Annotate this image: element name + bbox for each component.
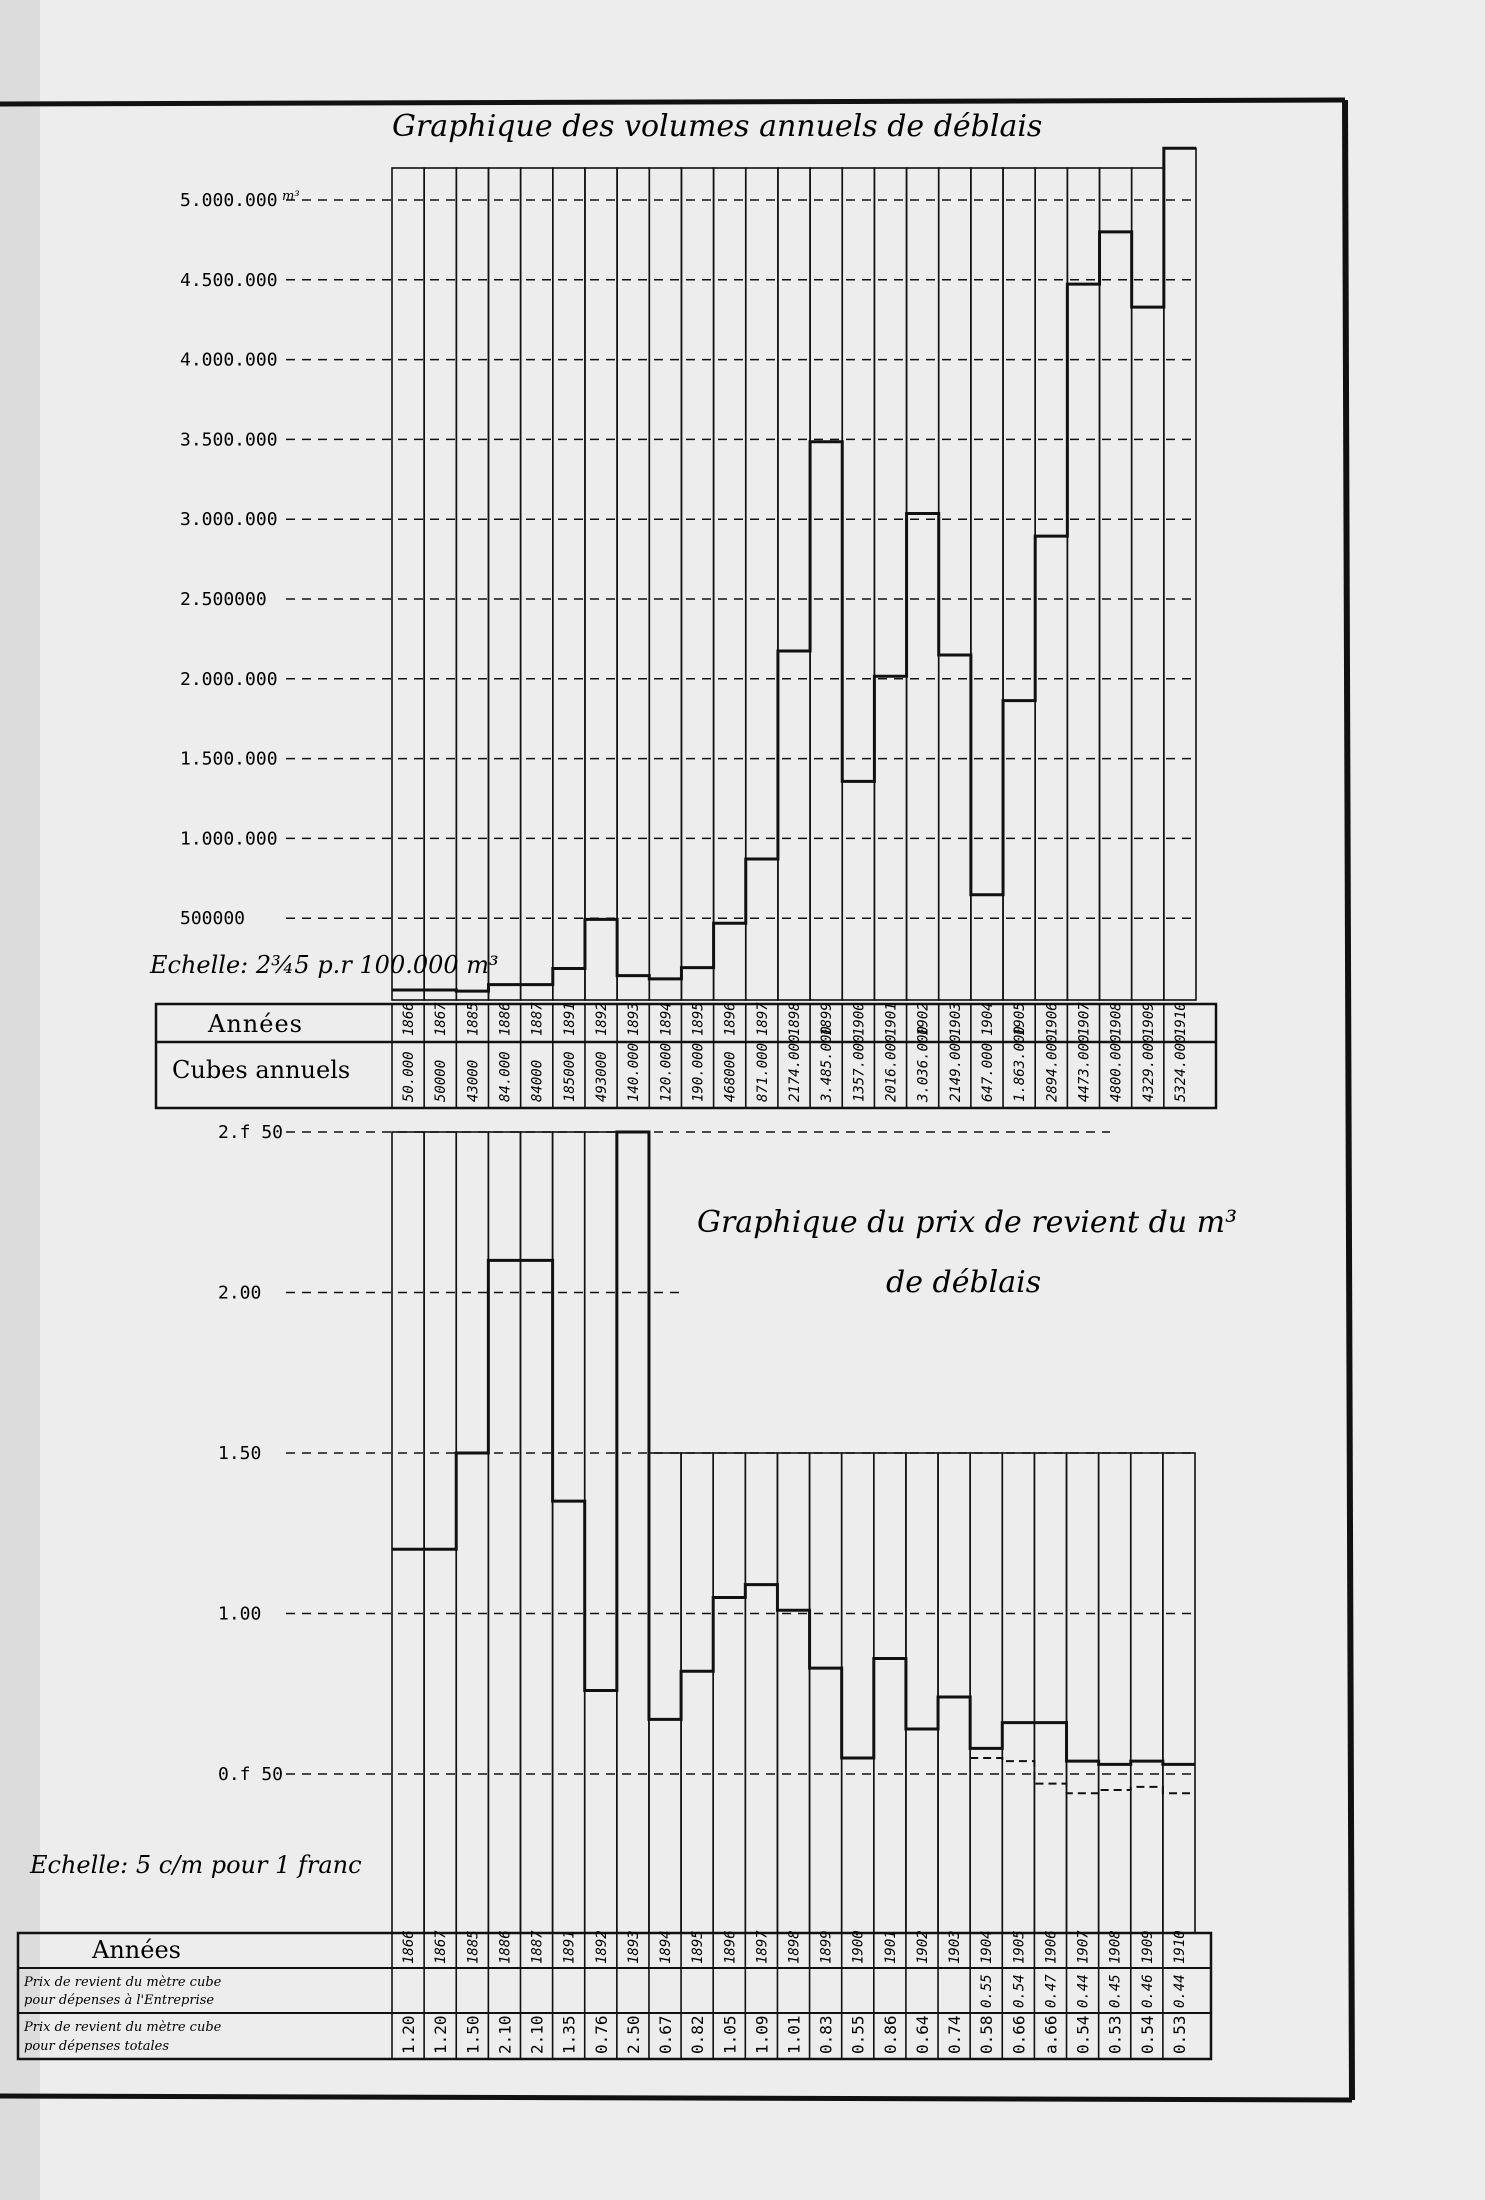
volumes-year-cell: 1893	[626, 1002, 643, 1036]
volumes-value-cell: 647.000	[979, 1042, 996, 1102]
volumes-value-cell: 2149.000	[947, 1034, 964, 1102]
price-year-cell: 1904	[979, 1930, 996, 1964]
price-total-cell: 1.01	[784, 2015, 804, 2054]
price-year-cell: 1910	[1171, 1930, 1188, 1964]
volumes-year-cell: 1887	[529, 1002, 546, 1036]
price-entreprise-cell: 0.44	[1075, 1974, 1092, 2008]
volumes-value-cell: 3.485.000	[819, 1026, 836, 1102]
volumes-value-cell: 3.036.000	[915, 1026, 932, 1102]
volumes-year-cell: 1898	[787, 1002, 803, 1036]
volumes-year-cell: 1901	[883, 1002, 900, 1036]
price-total-cell: 0.54	[1137, 2015, 1157, 2054]
price-year-cell: 1906	[1043, 1930, 1060, 1964]
volumes-value-cell: 120.000	[658, 1042, 675, 1102]
price-total-cell: 0.67	[656, 2015, 676, 2054]
volumes-chart-title: Graphique des volumes annuels de déblais	[392, 109, 1043, 144]
volumes-value-cell: 43000	[465, 1059, 482, 1102]
price-year-cell: 1905	[1011, 1930, 1028, 1964]
price-year-cell: 1909	[1139, 1930, 1156, 1964]
volumes-year-cell: 1903	[947, 1002, 964, 1036]
price-entreprise-header-line1: Prix de revient du mètre cube	[24, 1975, 222, 1990]
price-year-cell: 1895	[690, 1930, 707, 1964]
price-total-cell: 0.58	[977, 2015, 997, 2054]
price-total-cell: 0.66	[1009, 2015, 1029, 2054]
price-year-cell: 1867	[433, 1930, 450, 1964]
volumes-tick-label: 5.000.000	[180, 190, 278, 211]
volumes-year-cell: 1894	[658, 1002, 675, 1036]
volumes-value-cell: 185000	[561, 1051, 578, 1102]
price-entreprise-cell: 0.47	[1043, 1974, 1060, 2008]
price-year-cell: 1903	[947, 1930, 964, 1964]
volumes-value-cell: 2174.000	[787, 1034, 803, 1102]
volumes-value-cell: 5324.000	[1172, 1034, 1189, 1102]
price-total-header-line2: pour dépenses totales	[24, 2039, 169, 2054]
price-total-cell: 0.54	[1073, 2015, 1093, 2054]
price-total-cell: 0.64	[912, 2015, 932, 2054]
volumes-value-cell: 4800.000	[1108, 1034, 1125, 1102]
price-total-cell: 1.20	[399, 2015, 419, 2054]
volumes-years-header: Années	[208, 1010, 303, 1038]
volumes-year-cell: 1905	[1012, 1002, 1029, 1036]
volumes-value-cell: 4329.000	[1140, 1034, 1157, 1102]
price-year-cell: 1897	[754, 1930, 771, 1964]
volumes-tick-label: 4.000.000	[180, 349, 278, 371]
price-total-cell: 1.05	[720, 2015, 740, 2054]
volumes-year-cell: 1907	[1076, 1002, 1093, 1036]
volumes-value-cell: 2016.000	[883, 1034, 900, 1102]
volumes-tick-label: 4.500.000	[180, 269, 278, 291]
price-tick-label: 0.f 50	[218, 1764, 284, 1785]
volumes-year-cell: 1902	[915, 1002, 932, 1036]
volumes-tick-label: 1.000.000	[180, 828, 278, 850]
volumes-value-cell: 50.000	[401, 1051, 418, 1102]
volumes-cubes-header: Cubes annuels	[172, 1056, 351, 1084]
price-entreprise-cell: 0.46	[1139, 1974, 1156, 2008]
price-total-header-line1: Prix de revient du mètre cube	[24, 2020, 222, 2035]
volumes-value-cell: 4473.000	[1076, 1034, 1093, 1102]
price-total-cell: 0.53	[1105, 2015, 1125, 2054]
price-year-cell: 1894	[658, 1930, 675, 1964]
price-year-cell: 1898	[786, 1930, 803, 1964]
volumes-year-cell: 1904	[979, 1002, 996, 1036]
volumes-value-cell: 871.000	[754, 1042, 771, 1102]
price-year-cell: 1893	[625, 1930, 642, 1964]
price-chart-title-line2: de déblais	[886, 1265, 1042, 1300]
volumes-value-cell: 493000	[594, 1051, 611, 1102]
volumes-year-cell: 1900	[851, 1002, 868, 1036]
price-year-cell: 1907	[1075, 1930, 1092, 1964]
volumes-value-cell: 1.863.000	[1012, 1026, 1029, 1102]
volumes-tick-label: 500000	[180, 908, 246, 930]
price-chart-title-line1: Graphique du prix de revient du m³	[697, 1205, 1238, 1240]
price-total-cell: 0.53	[1169, 2015, 1189, 2054]
volumes-value-cell: 140.000	[626, 1042, 643, 1102]
price-total-cell: 0.76	[591, 2015, 611, 2054]
price-year-cell: 1886	[497, 1930, 514, 1964]
price-total-cell: 2.10	[495, 2015, 515, 2054]
volumes-scale-label: Echelle: 2¾5 p.r 100.000 m³	[150, 951, 499, 979]
price-total-cell: 0.83	[816, 2015, 836, 2054]
price-total-cell: 1.20	[431, 2015, 451, 2054]
volumes-tick-label: 3.500.000	[180, 429, 278, 451]
volumes-year-cell: 1896	[722, 1002, 739, 1036]
volumes-unit-label: m³	[282, 189, 300, 204]
price-year-cell: 1901	[882, 1930, 899, 1964]
price-entreprise-header-line2: pour dépenses à l'Entreprise	[24, 1993, 215, 2008]
price-year-cell: 1891	[561, 1930, 578, 1964]
volumes-tick-label: 1.500.000	[180, 748, 278, 770]
price-total-cell: 2.50	[623, 2015, 643, 2054]
price-year-cell: 1902	[914, 1930, 931, 1964]
price-year-cell: 1900	[850, 1930, 867, 1964]
volumes-tick-label: 3.000.000	[180, 509, 278, 531]
price-total-cell: 0.86	[880, 2015, 900, 2054]
volumes-year-cell: 1899	[819, 1002, 836, 1036]
price-years-header: Années	[92, 1936, 181, 1964]
volumes-year-cell: 1866	[401, 1002, 418, 1036]
volumes-year-cell: 1906	[1044, 1002, 1061, 1036]
price-year-cell: 1899	[818, 1930, 835, 1964]
price-total-cell: 0.82	[688, 2015, 708, 2054]
price-total-cell: 0.74	[945, 2015, 965, 2054]
volumes-tick-label: 2.500000	[180, 589, 267, 610]
volumes-value-cell: 468000	[722, 1051, 739, 1102]
price-total-cell: 1.35	[559, 2015, 579, 2054]
volumes-value-cell: 84000	[529, 1059, 546, 1102]
price-year-cell: 1896	[722, 1930, 739, 1964]
price-scale-label: Echelle: 5 c/m pour 1 franc	[30, 1851, 362, 1879]
volumes-value-cell: 50000	[433, 1059, 450, 1102]
volumes-tick-label: 2.000.000	[180, 668, 278, 690]
price-total-cell: 1.50	[463, 2015, 483, 2054]
volumes-year-cell: 1867	[433, 1002, 450, 1036]
price-year-cell: 1892	[593, 1930, 610, 1964]
price-total-cell: 2.10	[527, 2015, 547, 2054]
price-tick-label: 2.00	[218, 1282, 262, 1304]
price-year-cell: 1866	[401, 1930, 418, 1964]
price-total-cell: 1.09	[752, 2015, 772, 2054]
price-entreprise-cell: 0.44	[1171, 1974, 1188, 2008]
price-year-cell: 1887	[529, 1930, 546, 1964]
volumes-value-cell: 1357.000	[851, 1034, 868, 1102]
volumes-year-cell: 1886	[497, 1002, 514, 1036]
price-year-cell: 1908	[1107, 1930, 1124, 1964]
volumes-year-cell: 1895	[690, 1002, 707, 1036]
volumes-year-cell: 1909	[1140, 1002, 1157, 1036]
volumes-value-cell: 2894.000	[1044, 1034, 1061, 1102]
volumes-year-cell: 1910	[1172, 1002, 1189, 1036]
price-entreprise-cell: 0.45	[1107, 1974, 1124, 2008]
price-entreprise-cell: 0.54	[1011, 1974, 1028, 2008]
price-year-cell: 1885	[465, 1930, 482, 1964]
volumes-year-cell: 1892	[594, 1002, 611, 1036]
volumes-value-cell: 84.000	[497, 1051, 514, 1102]
price-entreprise-cell: 0.55	[979, 1974, 996, 2008]
volumes-year-cell: 1891	[561, 1002, 578, 1036]
volumes-value-cell: 190.000	[690, 1042, 707, 1102]
volumes-year-cell: 1885	[465, 1002, 482, 1036]
volumes-year-cell: 1897	[754, 1002, 771, 1036]
price-tick-label: 2.f 50	[218, 1122, 284, 1143]
volumes-year-cell: 1908	[1108, 1002, 1125, 1036]
price-total-cell: 0.55	[848, 2015, 868, 2054]
price-total-cell: a.66	[1041, 2015, 1061, 2054]
price-tick-label: 1.00	[218, 1603, 262, 1625]
price-tick-label: 1.50	[218, 1443, 262, 1464]
